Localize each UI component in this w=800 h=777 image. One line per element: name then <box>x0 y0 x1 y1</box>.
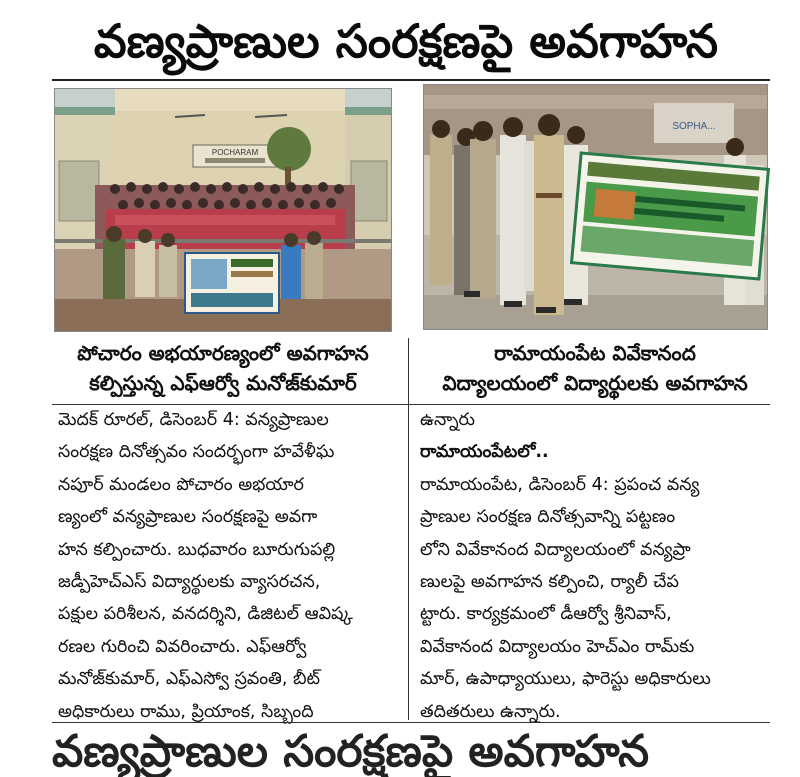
pocharam-group-photo <box>54 88 392 332</box>
body-line: నపూర్ మండలం పోచారం అభయార <box>58 474 304 495</box>
body-line: రణల గురించి వివరించారు. ఎఫ్ఆర్వో <box>58 636 307 657</box>
body-line: ట్టారు. కార్యక్రమంలో డీఆర్వో శ్రీనివాస్, <box>420 604 672 625</box>
right-photo-caption <box>412 338 778 398</box>
body-line: తదితరులు ఉన్నారు. <box>420 701 561 722</box>
left-photo-caption <box>40 338 406 398</box>
caption-line: పోచారం అభయారణ్యంలో అవగాహన <box>77 341 369 365</box>
bottom-rule <box>52 722 770 723</box>
right-article-column <box>420 404 764 728</box>
body-line: లోని వివేకానంద విద్యాలయంలో వన్యప్రా <box>420 539 691 560</box>
wall-sign-text: SOPHA... <box>672 121 716 132</box>
body-line: ఉన్నారు <box>420 410 475 430</box>
body-line: హన కల్పించారు. బుధవారం బూరుగుపల్లి <box>58 539 336 560</box>
caption-line: కల్పిస్తున్న ఎఫ్ఆర్వో మనోజ్‌కుమార్ <box>89 371 357 395</box>
body-line: ణ్యంలో వన్యప్రాణుల సంరక్షణపై అవగా <box>58 507 318 528</box>
body-line: మెదక్ రూరల్, డిసెంబర్ 4: వన్యప్రాణుల <box>58 410 329 430</box>
caption-line: రామాయంపేట వివేకానంద <box>494 341 696 365</box>
headline-rule <box>52 79 770 81</box>
body-line: అధికారులు రాము, ప్రియాంక, సిబ్బంది <box>58 701 314 722</box>
next-headline-text: వణ్యప్రాణుల సంరక్షణపై అవగాహన <box>52 726 650 777</box>
body-line: వివేకానంద విద్యాలయం హెచ్ఎం రామ్‌కు <box>420 636 695 657</box>
body-line: ణులపై అవగాహన కల్పించి, ర్యాలీ చేప <box>420 572 679 593</box>
body-line: మార్, ఉపాధ్యాయులు, ఫారెస్టు అధికారులు <box>420 669 711 690</box>
body-line: మనోజ్‌కుమార్, ఎఫ్ఎస్వో స్రవంతి, బీట్ <box>58 669 320 690</box>
column-divider <box>408 338 409 720</box>
body-line: రామాయంపేట, డిసెంబర్ 4: ప్రపంచ వన్య <box>420 474 700 495</box>
left-article-column <box>58 404 394 728</box>
section-subhead: రామాయంపేటలో.. <box>420 442 549 463</box>
next-article-headline-cropped <box>52 726 770 777</box>
caption-line: విద్యాలయంలో విద్యార్థులకు అవగాహన <box>442 371 748 395</box>
body-line: సంరక్షణ దినోత్సవం సందర్భంగా హవేళీఘ <box>58 442 335 463</box>
body-line: పక్షుల పరిశీలన, వనదర్శిని, డిజిటల్ ఆవిష్క <box>58 604 353 625</box>
signboard-text: POCHARAM <box>211 148 259 157</box>
body-line: ప్రాణుల సంరక్షణ దినోత్సవాన్ని పట్టణం <box>420 507 676 528</box>
article-headline: వణ్యప్రాణుల సంరక్షణపై అవగాహన <box>93 14 719 68</box>
body-line: జడ్పీహెచ్ఎస్ విద్యార్థులకు వ్యాసరచన, <box>58 572 321 593</box>
ramayampet-rally-photo <box>423 84 768 330</box>
